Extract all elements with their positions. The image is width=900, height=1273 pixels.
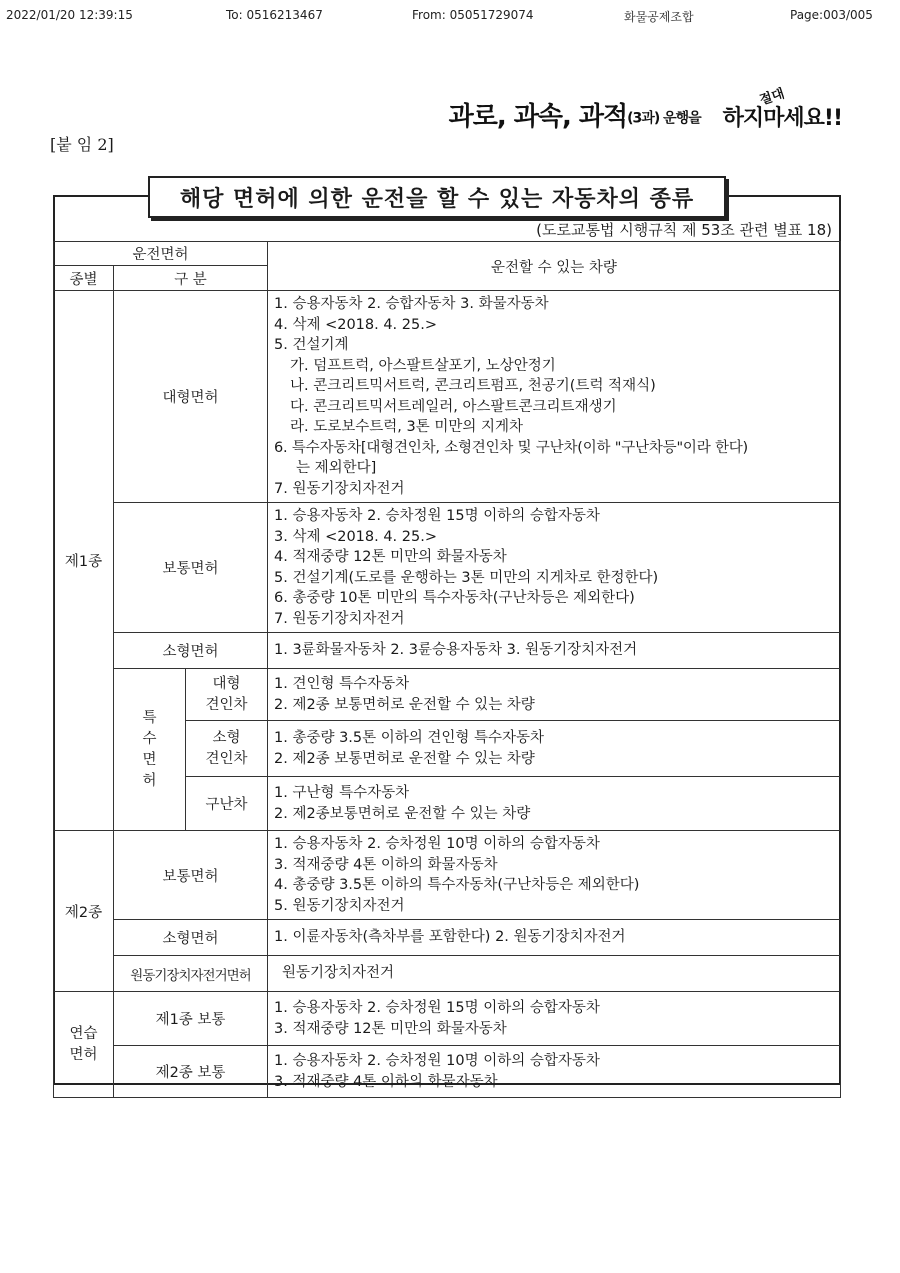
class1-large-label: 대형면허 xyxy=(114,291,268,503)
class1-large-vehicles xyxy=(268,291,841,503)
practice-class2-vehicles xyxy=(268,1046,841,1098)
practice-class1-vehicles xyxy=(268,992,841,1046)
list-item: 3. 적재중량 4톤 이하의 화물자동차 xyxy=(274,856,498,873)
list-item: 1. 승용자동차 2. 승차정원 15명 이하의 승합자동차 xyxy=(274,1000,600,1016)
slogan-end: 하지마세요!! xyxy=(722,106,842,131)
class1-small-label: 소형면허 xyxy=(114,633,268,669)
list-item: 1. 구난형 특수자동차 xyxy=(274,785,410,801)
list-item: 7. 원동기장치자전거 xyxy=(274,480,405,497)
list-item: 4. 총중량 3.5톤 이하의 특수자동차(구난차등은 제외한다) xyxy=(274,877,640,893)
document-title: 해당 면허에 의한 운전을 할 수 있는 자동차의 종류 xyxy=(148,176,726,218)
list-item: 1. 승용자동차 2. 승차정원 15명 이하의 승합자동차 xyxy=(274,508,600,524)
small-tow-label: 소형 견인차 xyxy=(186,721,268,777)
attachment-label: [붙 임 2] xyxy=(50,135,114,154)
list-item: 5. 건설기계(도로를 운행하는 3톤 미만의 지게차로 한정한다) xyxy=(274,569,659,586)
license-table xyxy=(53,241,841,1098)
large-tow-label: 대형 견인차 xyxy=(186,669,268,721)
list-item: 1. 승용자동차 2. 승차정원 10명 이하의 승합자동차 xyxy=(274,836,600,852)
fax-to: To: 0516213467 xyxy=(226,8,323,22)
practice-class2-label: 제2종 보통 xyxy=(114,1046,268,1098)
class1-normal-vehicles xyxy=(268,503,841,633)
list-item: 1. 견인형 특수자동차 xyxy=(274,676,410,692)
header-vehicles: 운전할 수 있는 차량 xyxy=(268,242,841,291)
list-item: 4. 적재중량 12톤 미만의 화물자동차 xyxy=(274,549,507,565)
small-tow-vehicles xyxy=(268,721,841,777)
wrecker-label: 구난차 xyxy=(186,777,268,831)
header-type: 종별 xyxy=(54,266,114,291)
class2-label: 제2종 xyxy=(54,831,114,992)
practice-label: 연습 면허 xyxy=(54,992,114,1098)
law-reference: (도로교통법 시행규칙 제 53조 관련 별표 18) xyxy=(536,221,832,239)
list-item: 5. 원동기장치자전거 xyxy=(274,897,405,914)
list-item: 다. 콘크리트믹서트레일러, 아스팔트콘크리트재생기 xyxy=(290,398,617,415)
fax-from: From: 05051729074 xyxy=(412,8,534,22)
list-item: 3. 적재중량 12톤 미만의 화물자동차 xyxy=(274,1020,507,1037)
list-item: 는 제외한다] xyxy=(296,460,377,476)
list-item: 가. 덤프트럭, 아스팔트살포기, 노상안정기 xyxy=(290,357,556,374)
slogan-main: 과로, 과속, 과적 xyxy=(448,102,628,132)
list-item: 1. 승용자동차 2. 승차정원 10명 이하의 승합자동차 xyxy=(274,1053,600,1069)
list-item: 라. 도로보수트럭, 3톤 미만의 지게차 xyxy=(290,419,523,435)
class1-small-vehicles: 1. 3륜화물자동차 2. 3륜승용자동차 3. 원동기장치자전거 xyxy=(268,633,841,669)
list-item: 4. 삭제 <2018. 4. 25.> xyxy=(274,316,437,333)
large-tow-vehicles xyxy=(268,669,841,721)
slogan-sub: (3과) xyxy=(627,110,660,127)
list-item: 3. 적재중량 4톤 이하의 화물자동차 xyxy=(274,1073,498,1090)
fax-datetime: 2022/01/20 12:39:15 xyxy=(6,8,133,22)
list-item: 1. 총중량 3.5톤 이하의 견인형 특수자동차 xyxy=(274,730,545,746)
list-item: 6. 총중량 10톤 미만의 특수자동차(구난차등은 제외한다) xyxy=(274,590,635,606)
fax-sender: 화물공제조합 xyxy=(624,10,694,24)
list-item: 7. 원동기장치자전거 xyxy=(274,610,405,627)
wrecker-vehicles xyxy=(268,777,841,831)
list-item: 나. 콘크리트믹서트럭, 콘크리트펌프, 천공기(트럭 적재식) xyxy=(290,378,656,394)
practice-class1-label: 제1종 보통 xyxy=(114,992,268,1046)
fax-page: Page:003/005 xyxy=(790,8,873,22)
class1-label: 제1종 xyxy=(54,291,114,831)
list-item: 3. 삭제 <2018. 4. 25.> xyxy=(274,528,437,545)
class1-normal-label: 보통면허 xyxy=(114,503,268,633)
moped-label: 원동기장치자전거면허 xyxy=(114,956,268,992)
class2-small-vehicles: 1. 이륜자동차(측차부를 포함한다) 2. 원동기장치자전거 xyxy=(268,920,841,956)
header-division: 구 분 xyxy=(114,266,268,291)
list-item: 2. 제2종 보통면허로 운전할 수 있는 차량 xyxy=(274,750,535,767)
class2-normal-vehicles xyxy=(268,831,841,920)
list-item: 1. 승용자동차 2. 승합자동차 3. 화물자동차 xyxy=(274,296,549,312)
moped-vehicles: 원동기장치자전거 xyxy=(268,956,841,992)
class2-normal-label: 보통면허 xyxy=(114,831,268,920)
header-license: 운전면허 xyxy=(54,242,268,266)
list-item: 2. 제2종 보통면허로 운전할 수 있는 차량 xyxy=(274,696,535,713)
special-license-label: 특 수 면 허 xyxy=(114,669,186,831)
list-item: 6. 특수자동차[대형견인차, 소형견인차 및 구난차(이하 "구난차등"이라 한다) xyxy=(274,439,749,456)
class2-small-label: 소형면허 xyxy=(114,920,268,956)
slogan-stamp: 절대 xyxy=(757,86,787,109)
list-item: 2. 제2종보통면허로 운전할 수 있는 차량 xyxy=(274,805,531,822)
list-item: 5. 건설기계 xyxy=(274,337,349,353)
slogan-mid: 운행을 xyxy=(659,110,701,127)
